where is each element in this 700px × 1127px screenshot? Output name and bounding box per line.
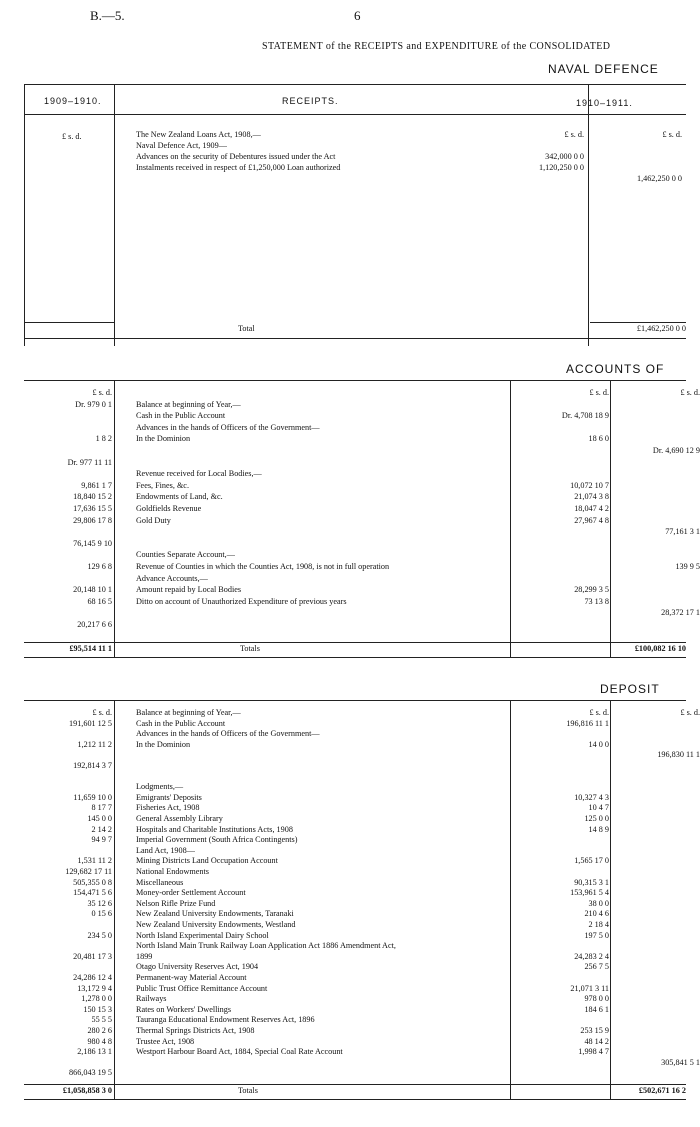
table-row: [24, 1068, 686, 1078]
naval-total-value: £1,462,250 0 0: [636, 324, 686, 333]
subtotal-cell: 38 0 0: [588, 898, 609, 908]
subtotal-cell: 21,074 3 8: [574, 492, 609, 502]
table-row: [24, 163, 686, 173]
accounts-heading: ACCOUNTS OF: [566, 362, 665, 376]
description-cell: Imperial Government (South Africa Contingents): [136, 835, 298, 845]
subtotal-cell: 14 8 9: [588, 824, 609, 834]
total-cell: Dr. 4,690 12 9: [652, 446, 700, 455]
page-ref: B.—5.: [90, 8, 125, 23]
table-row: [24, 539, 686, 549]
subtotal-cell: 10 4 7: [588, 803, 609, 813]
table-row: [24, 740, 686, 750]
subtotal-cell: Dr. 4,708 18 9: [561, 411, 609, 421]
description-cell: Gold Duty: [136, 515, 171, 525]
lhs-cell: 1,531 11 2: [77, 856, 112, 866]
total-cell: £ s. d.: [662, 130, 682, 139]
subtotal-cell: 184 6 1: [584, 1004, 609, 1014]
description-cell: Advances in the hands of Officers of the Government—: [136, 729, 320, 739]
description-cell: North Island Experimental Dairy School: [136, 930, 269, 940]
subtotal-cell: 196,816 11 1: [566, 718, 609, 728]
description-cell: Money-order Settlement Account: [136, 888, 246, 898]
table-row: [24, 835, 686, 845]
total-cell: 139 9 5: [675, 562, 700, 571]
lhs-cell: 145 0 0: [87, 814, 112, 823]
description-cell: Tauranga Educational Endowment Reserves Act, 1896: [136, 1015, 315, 1025]
lhs-cell: 980 4 8: [87, 1036, 112, 1046]
description-cell: Permanent-way Material Account: [136, 973, 247, 982]
table-row: [24, 878, 686, 888]
lhs-cell: Dr. 977 11 11: [67, 457, 112, 467]
lhs-cell: 18,840 15 2: [73, 492, 112, 502]
lhs-cell: 11,659 10 0: [73, 792, 112, 802]
description-cell: North Island Main Trunk Railway Loan Application Act 1886 Amendment Act,: [136, 941, 396, 951]
table-row: [24, 772, 686, 782]
table-row: [24, 174, 686, 184]
total-cell: 28,372 17 1: [661, 608, 700, 618]
table-row: [24, 793, 686, 803]
table-row: [24, 1005, 686, 1015]
table-row: [24, 867, 686, 877]
table-row: [24, 608, 700, 618]
subtotal-cell: 256 7 5: [584, 962, 609, 972]
description-cell: Public Trust Office Remittance Account: [136, 983, 268, 993]
description-cell: Advances in the hands of Officers of the Government—: [136, 422, 320, 432]
subtotal-cell: £ s. d.: [564, 130, 584, 139]
statement-title: STATEMENT of the RECEIPTS and EXPENDITURE of the CONSOLIDATED: [262, 41, 611, 52]
subtotal-cell: 21,071 3 11: [570, 983, 609, 993]
naval-defence-heading: NAVAL DEFENCE: [548, 62, 659, 76]
description-cell: Emigrants' Deposits: [136, 792, 202, 802]
naval-total-label: Total: [238, 324, 255, 333]
description-cell: Cash in the Public Account: [136, 718, 226, 728]
description-cell: In the Dominion: [136, 434, 191, 444]
lhs-cell: 20,481 17 3: [73, 951, 112, 961]
description-cell: Instalments received in respect of £1,250,000 Loan authorized: [136, 163, 341, 172]
description-cell: New Zealand University Endowments, Westland: [136, 920, 296, 929]
lhs-cell: 0 15 6: [91, 909, 112, 919]
total-cell: 1,462,250 0 0: [636, 174, 682, 183]
table-row: [24, 856, 686, 866]
table-row: [24, 1015, 686, 1025]
lhs-cell: 20,148 10 1: [73, 585, 112, 595]
table-row: [24, 973, 686, 983]
accounts-total-label: Totals: [240, 644, 260, 653]
table-row: [24, 527, 700, 537]
description-cell: Fees, Fines, &c.: [136, 480, 189, 490]
description-cell: Balance at beginning of Year,—: [136, 399, 241, 409]
description-cell: Rates on Workers' Dwellings: [136, 1004, 232, 1014]
table-row: [24, 550, 686, 560]
table-row: [24, 1057, 700, 1068]
lhs-cell: £ s. d.: [92, 388, 112, 397]
lhs-cell: 17,636 15 5: [73, 504, 112, 513]
subtotal-cell: 1,565 17 0: [574, 856, 609, 866]
description-cell: New Zealand University Endowments, Taranaki: [136, 909, 294, 919]
lhs-cell: 9,861 1 7: [81, 480, 112, 490]
table-row: [24, 750, 700, 760]
table-row: [24, 825, 686, 835]
lhs-cell: £ s. d.: [92, 708, 112, 717]
lhs-cell: 24,286 12 4: [73, 973, 112, 982]
lhs-cell: 2 14 2: [91, 824, 112, 834]
description-cell: Otago University Reserves Act, 1904: [136, 962, 259, 972]
table-row: [24, 469, 686, 479]
subtotal-cell: 28,299 3 5: [574, 585, 609, 595]
lhs-cell: 55 5 5: [91, 1015, 112, 1025]
lhs-cell: 29,806 17 8: [73, 515, 112, 525]
subtotal-cell: 10,072 10 7: [570, 480, 609, 490]
description-cell: Railways: [136, 994, 167, 1004]
table-row: [24, 516, 686, 526]
description-cell: Revenue of Counties in which the Counties Act, 1908, is not in full operation: [136, 562, 390, 571]
naval-col-left: 1909–1910.: [44, 96, 102, 106]
description-cell: Hospitals and Charitable Institutions Acts, 1908: [136, 824, 293, 834]
subtotal-cell: 90,315 3 1: [574, 877, 609, 887]
subtotal-cell: 197 5 0: [584, 930, 609, 940]
table-row: [24, 446, 700, 456]
description-cell: Cash in the Public Account: [136, 411, 226, 421]
subtotal-cell: 978 0 0: [584, 994, 609, 1004]
description-cell: Endowments of Land, &c.: [136, 492, 223, 502]
naval-col-right: 1910–1911.: [576, 98, 633, 108]
table-row: [24, 984, 686, 994]
table-row: [24, 719, 686, 729]
table-row: [24, 782, 686, 792]
table-row: [24, 574, 686, 584]
subtotal-cell: 153,961 5 4: [570, 888, 609, 898]
lhs-cell: 129,682 17 11: [65, 867, 112, 876]
subtotal-cell: 1,998 4 7: [578, 1047, 609, 1057]
lhs-cell: 68 16 5: [87, 596, 112, 606]
table-row: [24, 1037, 686, 1047]
table-row: [24, 141, 686, 151]
description-cell: 1899: [136, 951, 153, 961]
subtotal-cell: 14 0 0: [588, 739, 609, 749]
subtotal-cell: 18,047 4 2: [574, 504, 609, 513]
description-cell: Thermal Springs Districts Act, 1908: [136, 1026, 255, 1035]
lhs-cell: 20,217 6 6: [77, 620, 112, 629]
naval-defence-table: [24, 84, 686, 346]
subtotal-cell: 1,120,250 0 0: [538, 163, 584, 172]
subtotal-cell: 125 0 0: [584, 814, 609, 823]
lhs-cell: 76,145 9 10: [73, 538, 112, 548]
table-row: [24, 400, 686, 410]
lhs-cell: 2,186 13 1: [77, 1047, 112, 1057]
page-number: 6: [354, 8, 361, 23]
subtotal-cell: 342,000 0 0: [545, 152, 584, 161]
description-cell: Westport Harbour Board Act, 1884, Special Coal Rate Account: [136, 1047, 343, 1057]
total-cell: 77,161 3 1: [665, 527, 700, 537]
table-row: [24, 562, 700, 572]
description-cell: Nelson Rifle Prize Fund: [136, 898, 216, 908]
subtotal-cell: 27,967 4 8: [574, 515, 609, 525]
lhs-cell: 8 17 7: [91, 803, 112, 813]
table-row: [24, 899, 686, 909]
lhs-cell: 1 8 2: [95, 434, 112, 444]
table-row: [24, 411, 686, 421]
table-row: [24, 1047, 686, 1057]
description-cell: Ditto on account of Unauthorized Expenditure of previous years: [136, 596, 347, 606]
description-cell: Lodgments,—: [136, 782, 184, 792]
total-cell: 196,830 11 1: [657, 750, 700, 760]
description-cell: Fisheries Act, 1908: [136, 803, 200, 813]
total-cell: £ s. d.: [680, 388, 700, 397]
table-row: [24, 434, 686, 444]
table-row: [24, 481, 686, 491]
table-row: [24, 708, 700, 718]
table-row: [24, 846, 686, 856]
table-row: [24, 423, 686, 433]
description-cell: National Endowments: [136, 867, 209, 876]
subtotal-cell: 2 18 4: [588, 920, 609, 929]
lhs-cell: 150 15 3: [83, 1004, 112, 1014]
subtotal-cell: £ s. d.: [589, 708, 609, 717]
table-row: [24, 994, 686, 1004]
subtotal-cell: 18 6 0: [588, 434, 609, 444]
accounts-total-rhs: £100,082 16 10: [634, 644, 686, 653]
table-row: [24, 620, 686, 630]
accounts-table: [24, 380, 700, 660]
description-cell: Amount repaid by Local Bodies: [136, 585, 242, 595]
lhs-cell: 1,278 0 0: [81, 994, 112, 1004]
lhs-cell: 191,601 12 5: [69, 718, 112, 728]
description-cell: Land Act, 1908—: [136, 845, 195, 855]
description-cell: Advances on the security of Debentures issued under the Act: [136, 152, 336, 161]
subtotal-cell: 73 13 8: [584, 596, 609, 606]
subtotal-cell: 24,283 2 4: [574, 951, 609, 961]
table-row: [24, 388, 700, 398]
subtotal-cell: 253 15 9: [580, 1026, 609, 1035]
table-row: [24, 1026, 686, 1036]
table-row: [24, 920, 686, 930]
accounts-total-lhs: £95,514 11 1: [69, 644, 112, 653]
table-row: [24, 931, 686, 941]
naval-lsd-header: £ s. d.: [62, 132, 82, 141]
table-row: [24, 458, 686, 468]
description-cell: Trustee Act, 1908: [136, 1036, 195, 1046]
deposit-total-lhs: £1,058,858 3 0: [62, 1086, 112, 1095]
table-row: [24, 504, 686, 514]
table-row: [24, 597, 686, 607]
lhs-cell: 13,172 9 4: [77, 983, 112, 993]
lhs-cell: 154,471 5 6: [73, 888, 112, 898]
description-cell: Mining Districts Land Occupation Account: [136, 856, 278, 866]
deposit-total-label: Totals: [238, 1086, 258, 1095]
description-cell: Balance at beginning of Year,—: [136, 708, 241, 717]
lhs-cell: 1,212 11 2: [77, 739, 112, 749]
subtotal-cell: 48 14 2: [584, 1036, 609, 1046]
subtotal-cell: £ s. d.: [589, 388, 609, 397]
lhs-cell: 505,355 0 8: [73, 877, 112, 887]
lhs-cell: 192,814 3 7: [73, 761, 112, 770]
table-row: [24, 962, 686, 972]
description-cell: Miscellaneous: [136, 877, 184, 887]
table-row: [24, 492, 686, 502]
description-cell: Counties Separate Account,—: [136, 550, 235, 560]
description-cell: Revenue received for Local Bodies,—: [136, 469, 262, 479]
deposit-heading: DEPOSIT: [600, 682, 660, 696]
table-row: [24, 729, 686, 739]
lhs-cell: Dr. 979 0 1: [75, 399, 112, 409]
table-row: [24, 803, 686, 813]
total-cell: £ s. d.: [680, 708, 700, 717]
description-cell: Naval Defence Act, 1909—: [136, 141, 227, 150]
table-row: [24, 130, 686, 140]
description-cell: Advance Accounts,—: [136, 573, 208, 583]
subtotal-cell: 10,327 4 3: [574, 792, 609, 802]
lhs-cell: 94 9 7: [91, 835, 112, 845]
table-row: [24, 909, 686, 919]
lhs-cell: 35 12 6: [87, 898, 112, 908]
table-row: [24, 585, 686, 595]
subtotal-cell: 210 4 6: [584, 909, 609, 919]
table-row: [24, 952, 686, 962]
table-row: [24, 814, 686, 824]
naval-col-center: RECEIPTS.: [282, 96, 339, 106]
lhs-cell: 280 2 6: [87, 1026, 112, 1035]
lhs-cell: 129 6 8: [87, 562, 112, 571]
table-row: [24, 152, 686, 162]
table-row: [24, 761, 686, 771]
total-cell: 305,841 5 1: [661, 1057, 700, 1067]
lhs-cell: 234 5 0: [87, 930, 112, 940]
description-cell: Goldfields Revenue: [136, 504, 202, 513]
deposit-total-rhs: £502,671 16 2: [638, 1086, 686, 1095]
description-cell: In the Dominion: [136, 739, 191, 749]
description-cell: The New Zealand Loans Act, 1908,—: [136, 130, 261, 139]
table-row: [24, 941, 686, 951]
table-row: [24, 888, 686, 898]
description-cell: General Assembly Library: [136, 814, 223, 823]
deposit-table: [24, 700, 700, 1104]
lhs-cell: 866,043 19 5: [69, 1068, 112, 1078]
